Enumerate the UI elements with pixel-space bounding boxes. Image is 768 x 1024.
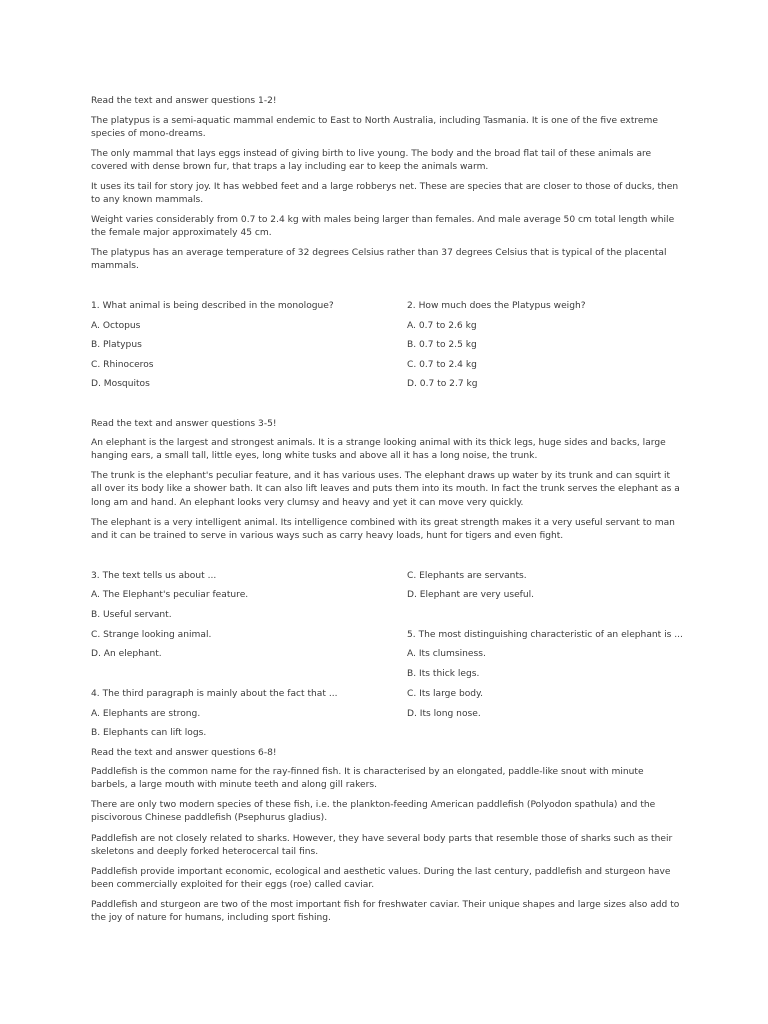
section3-paragraph-1: Paddlefish is the common name for the ray-finned fish. It is characterised by an elongated, paddle-like snout with minute barbels, a large mouth with minute teeth and along gill rakers. [91, 767, 644, 791]
q5-option-a: A. Its clumsiness. [407, 649, 486, 659]
q2-option-c: C. 0.7 to 2.4 kg [407, 360, 477, 370]
q2-option-d: D. 0.7 to 2.7 kg [407, 379, 478, 389]
q3-option-d: D. An elephant. [91, 649, 162, 659]
q1-question: 1. What animal is being described in the monologue? [91, 301, 334, 311]
section3-paragraph-4: Paddlefish provide important economic, ecological and aesthetic values. During the last century, paddlefish and sturgeon have been commercially exploited for their eggs (roe) called caviar. [91, 867, 671, 891]
section2-paragraph-2: The trunk is the elephant's peculiar feature, and it has various uses. The elephant draws up water by its trunk and can squirt it all over its body like a shower bath. It can also lift leaves and puts them into its mouth. In fact the trunk serves the elephant as a long am and hand. An elephant looks very clumsy and heavy and yet it can move very quickly. [91, 471, 680, 508]
section2-paragraph-1: An elephant is the largest and strongest animals. It is a strange looking animal with its thick legs, huge sides and backs, large hanging ears, a small tall, little eyes, long white tusks and above all it has a long noise, the trunk. [91, 438, 666, 462]
section1-paragraph-5: The platypus has an average temperature of 32 degrees Celsius rather than 37 degrees Celsius that is typical of the placental mammals. [91, 248, 667, 272]
q3-option-b: B. Useful servant. [91, 610, 172, 620]
q3-option-a: A. The Elephant's peculiar feature. [91, 590, 249, 600]
q2-option-b: B. 0.7 to 2.5 kg [407, 340, 477, 350]
q4-option-d: D. Elephant are very useful. [407, 590, 535, 600]
q4-option-c: C. Elephants are servants. [407, 571, 527, 581]
section3-paragraph-3: Paddlefish are not closely related to sharks. However, they have several body parts that resemble those of sharks such as their skeletons and deeply forked heterocercal tail fins. [91, 834, 673, 858]
q5-option-c: C. Its large body. [407, 689, 484, 699]
q4-question: 4. The third paragraph is mainly about the fact that ... [91, 689, 338, 699]
section1-paragraph-1: The platypus is a semi-aquatic mammal endemic to East to North Australia, including Tasmania. It is one of the five extreme species of mono-dreams. [91, 116, 658, 140]
section1-paragraph-3: It uses its tail for story joy. It has webbed feet and a large robberys net. These are species that are closer to those of ducks, then to any known mammals. [91, 182, 679, 206]
q5-option-d: D. Its long nose. [407, 709, 481, 719]
section2-paragraph-3: The elephant is a very intelligent animal. Its intelligence combined with its great strength makes it a very useful servant to man and it can be trained to serve in various ways such as carry heavy loads, hunt for tigers and even fight. [91, 518, 675, 542]
q5-option-b: B. Its thick legs. [407, 669, 480, 679]
q1-option-a: A. Octopus [91, 321, 141, 331]
section3-paragraph-5: Paddlefish and sturgeon are two of the most important fish for freshwater caviar. Their unique shapes and large sizes also add to the joy of nature for humans, including sport fishing. [91, 900, 680, 924]
q2-option-a: A. 0.7 to 2.6 kg [407, 321, 477, 331]
section1-heading: Read the text and answer questions 1-2! [91, 96, 277, 106]
q1-option-d: D. Mosquitos [91, 379, 150, 389]
q1-option-b: B. Platypus [91, 340, 142, 350]
section1-paragraph-2: The only mammal that lays eggs instead of giving birth to live young. The body and the broad flat tail of these animals are covered with dense brown fur, that traps a lay including ear to keep the animals warm. [91, 149, 652, 173]
q4-option-b: B. Elephants can lift logs. [91, 728, 207, 738]
q3-option-c: C. Strange looking animal. [91, 630, 212, 640]
section2-heading: Read the text and answer questions 3-5! [91, 419, 277, 429]
section3-heading: Read the text and answer questions 6-8! [91, 748, 277, 758]
q1-option-c: C. Rhinoceros [91, 360, 154, 370]
q3-question: 3. The text tells us about ... [91, 571, 217, 581]
section1-paragraph-4: Weight varies considerably from 0.7 to 2.4 kg with males being larger than females. And male average 50 cm total length while the female major approximately 45 cm. [91, 215, 675, 239]
q5-question: 5. The most distinguishing characteristic of an elephant is ... [407, 630, 683, 640]
q2-question: 2. How much does the Platypus weigh? [407, 301, 586, 311]
q4-option-a: A. Elephants are strong. [91, 709, 201, 719]
section3-paragraph-2: There are only two modern species of these fish, i.e. the plankton-feeding American paddlefish (Polyodon spathula) and the piscivorous Chinese paddlefish (Psephurus gladius). [91, 800, 656, 824]
